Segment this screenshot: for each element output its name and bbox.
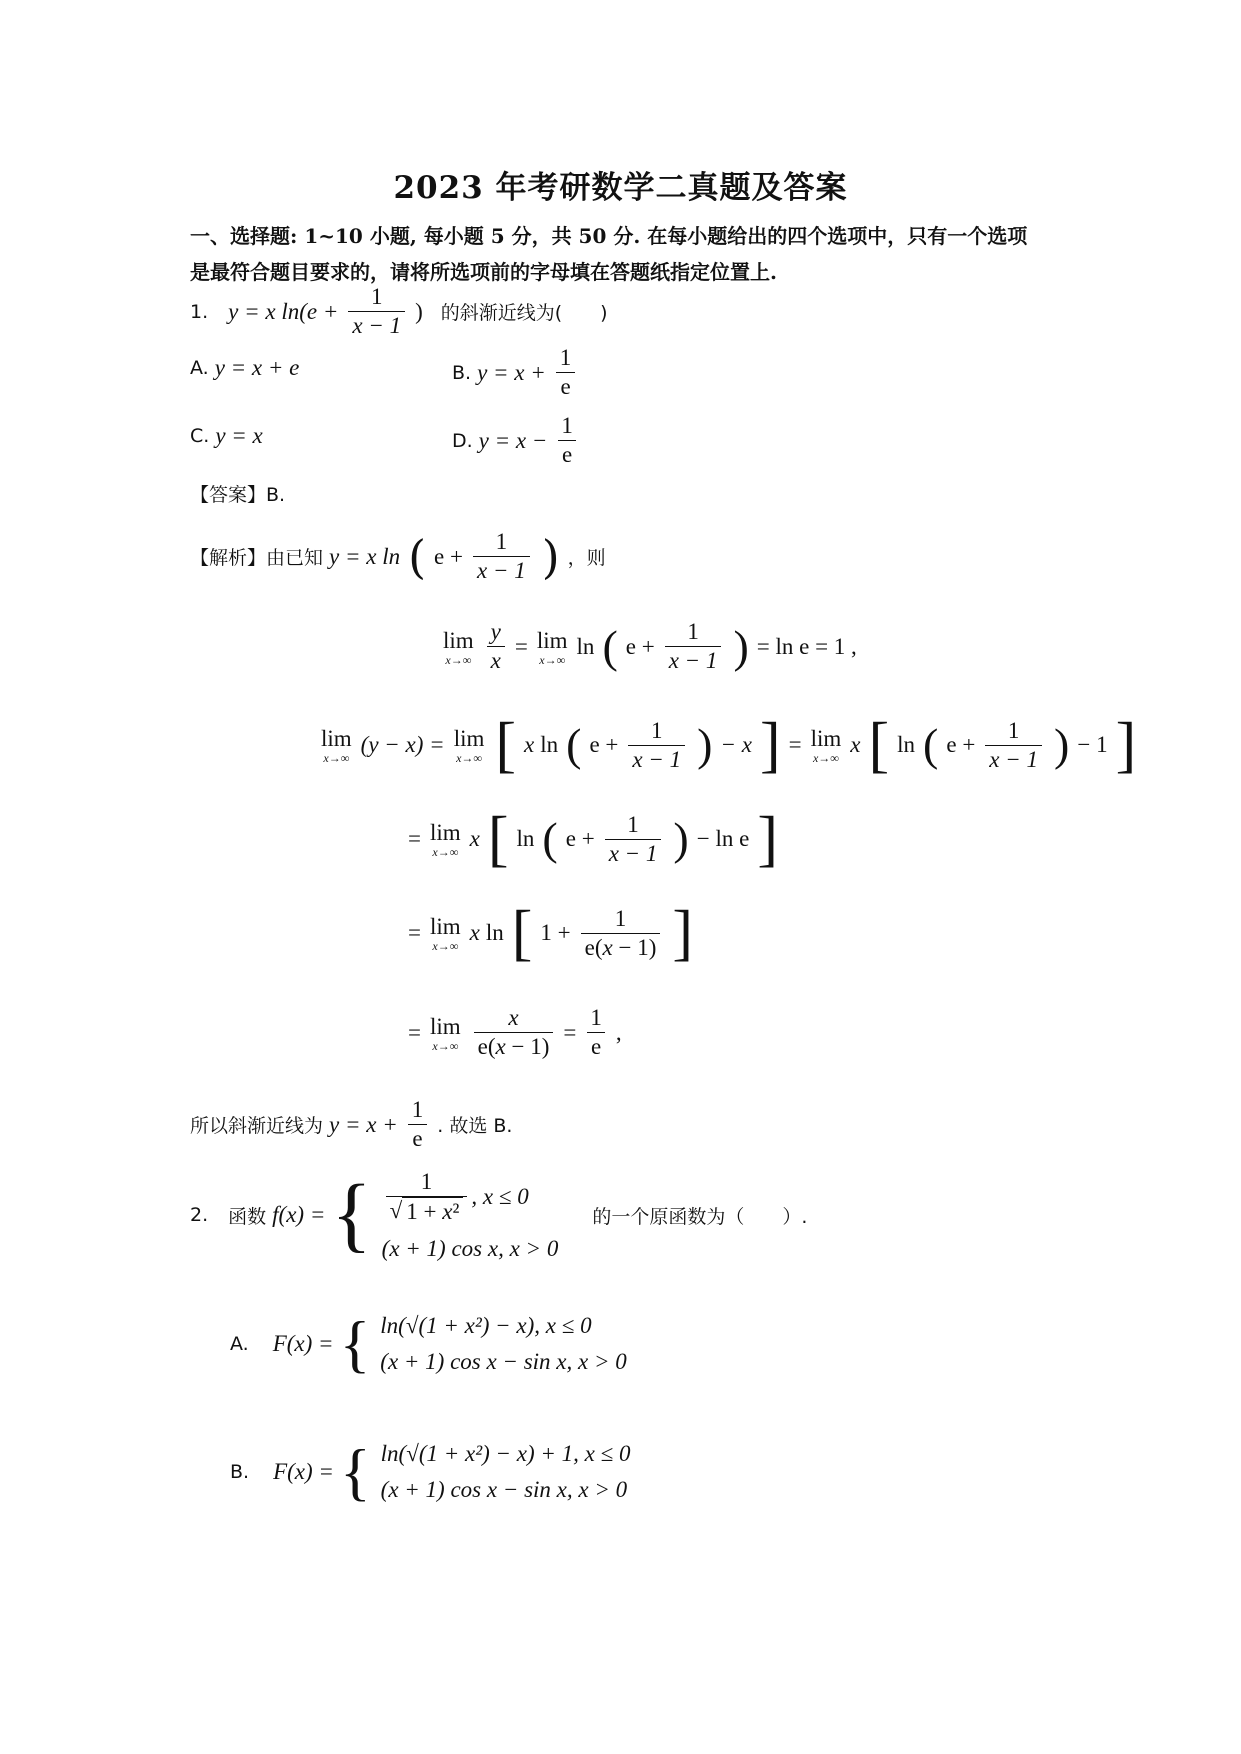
option-a: A. y = x + e: [190, 355, 300, 380]
question-1-prompt: 的斜渐近线为( ): [440, 302, 608, 324]
derivation-step-3: = lim x→∞ x [ ln ( e + $\frac{1}{x - 1}$ ) − ln e ]: [408, 805, 778, 873]
question-1-function: y = x ln(e +: [228, 298, 339, 324]
question-1-fraction: $\frac{1}{x - 1}$: [348, 283, 405, 340]
derivation-step-2: lim x→∞ (y − x) = lim x→∞ [ x ln ( e + $\frac{1}{x - 1}$ ) − x ] = lim x→∞ x [ ln ( e + $\frac{1}{x - 1}$ ) − 1 ]: [321, 711, 1137, 779]
question-1: 1. y = x ln(e + $\frac{1}{x - 1}$ ) 的斜渐近线为( ): [190, 284, 608, 338]
q2-option-b: B. F(x) = { ln(√(1 + x²) − x) + 1, x ≤ 0 (x + 1) cos x − sin x, x > 0: [230, 1436, 631, 1507]
section-instructions: [190, 218, 1070, 290]
answer-line: 【答案】B.: [190, 484, 286, 506]
derivation-step-4: = lim x→∞ x ln [ 1 + $\frac{1}{e(x - 1)}$ ]: [408, 899, 694, 967]
page-title: 2023 年考研数学二真题及答案: [393, 170, 848, 206]
conclusion-line: 所以斜渐近线为 y = x + $\frac{1}{e}$ . 故选 B.: [190, 1097, 513, 1151]
question-2: 2. 函数 f(x) = { 1 √ 1 + x² , x ≤ 0 (x + 1) cos x, x > 0 的一个原函数为（ ）.: [190, 1168, 808, 1261]
question-1-number: 1.: [190, 300, 209, 323]
instructions-line-1: 一、选择题: 1~10 小题, 每小题 5 分，共 50 分. 在每小题给出的四个选项中，只有一个选项: [190, 224, 1028, 248]
instructions-line-2: 是最符合题目要求的，请将所选项前的字母填在答题纸指定位置上.: [190, 260, 777, 284]
option-b: B. y = x + $\frac{1}{e}$: [452, 344, 579, 401]
option-c: C. y = x: [190, 423, 263, 448]
derivation-step-1: lim x→∞ $\frac{y}{x}$ = lim x→∞ ln ( e + $\frac{1}{x - 1}$ ) = ln e = 1 ,: [443, 619, 857, 673]
q2-option-a: A. F(x) = { ln(√(1 + x²) − x), x ≤ 0 (x + 1) cos x − sin x, x > 0: [230, 1308, 627, 1379]
option-d: D. y = x − $\frac{1}{e}$: [452, 412, 581, 469]
analysis-line: 【解析】由已知 y = x ln ( e + $\frac{1}{x - 1}$ ) ，则: [190, 529, 606, 584]
derivation-step-5: = lim x→∞ $\frac{x}{e(x - 1)}$ = $\frac{1}{e}$ ,: [408, 1005, 622, 1059]
